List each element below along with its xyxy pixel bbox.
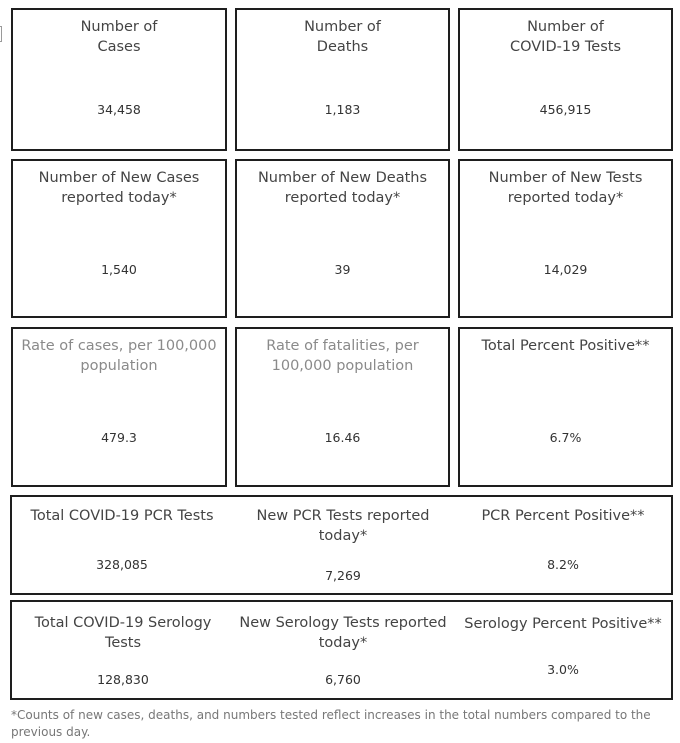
new-deaths-value: 39 [334, 262, 351, 277]
new-cases-card [11, 159, 227, 318]
new-cases-value: 1,540 [101, 262, 137, 277]
serology-new-cell [234, 602, 452, 698]
serology-total-label: Total COVID-19 Serology Tests [34, 615, 212, 651]
pcr-positive-cell [454, 497, 672, 593]
new-cases-label: Number of New Cases reported today* [38, 170, 200, 206]
pcr-positive-value: 8.2% [547, 557, 579, 572]
case-rate-card [11, 327, 227, 487]
pcr-new-label: New PCR Tests reported today* [256, 508, 430, 544]
serology-new-value: 6,760 [325, 672, 361, 687]
tests-value: 456,915 [539, 102, 592, 117]
deaths-value: 1,183 [324, 102, 361, 117]
case-rate-value: 479.3 [101, 430, 137, 445]
pcr-total-value: 328,085 [96, 557, 148, 572]
pcr-positive-label: PCR Percent Positive** [481, 508, 645, 524]
fatality-rate-value: 16.46 [324, 430, 361, 445]
panel-edge-marker [0, 26, 2, 42]
cases-label: Number of Cases [80, 19, 158, 55]
percent-positive-label: Total Percent Positive** [481, 338, 650, 354]
pcr-total-label: Total COVID-19 PCR Tests [30, 508, 214, 524]
new-tests-value: 14,029 [543, 262, 588, 277]
cases-card [11, 8, 227, 151]
cases-value: 34,458 [97, 102, 141, 117]
deaths-card [235, 8, 450, 151]
pcr-total-cell [12, 497, 232, 593]
serology-total-cell [12, 602, 234, 698]
serology-positive-cell [454, 602, 672, 698]
pcr-new-cell [234, 497, 452, 593]
tests-label: Number of COVID-19 Tests [509, 19, 622, 55]
serology-panel [10, 600, 673, 700]
deaths-label: Number of Deaths [304, 19, 381, 55]
new-deaths-card [235, 159, 450, 318]
percent-positive-card [458, 327, 673, 487]
new-tests-card [458, 159, 673, 318]
percent-positive-value: 6.7% [549, 430, 582, 445]
serology-positive-value: 3.0% [547, 662, 579, 677]
serology-positive-label: Serology Percent Positive** [464, 616, 662, 632]
footnote: *Counts of new cases, deaths, and numbers tested reflect increases in the total numbers compared to the previous day. [11, 708, 651, 739]
new-tests-label: Number of New Tests reported today* [488, 170, 643, 206]
fatality-rate-card [235, 327, 450, 487]
new-deaths-label: Number of New Deaths reported today* [257, 170, 428, 206]
fatality-rate-label: Rate of fatalities, per 100,000 population [266, 338, 419, 374]
case-rate-label: Rate of cases, per 100,000 population [21, 338, 217, 374]
serology-total-value: 128,830 [97, 672, 149, 687]
tests-card [458, 8, 673, 151]
serology-new-label: New Serology Tests reported today* [239, 615, 447, 651]
pcr-panel [10, 495, 673, 595]
pcr-new-value: 7,269 [325, 568, 361, 583]
